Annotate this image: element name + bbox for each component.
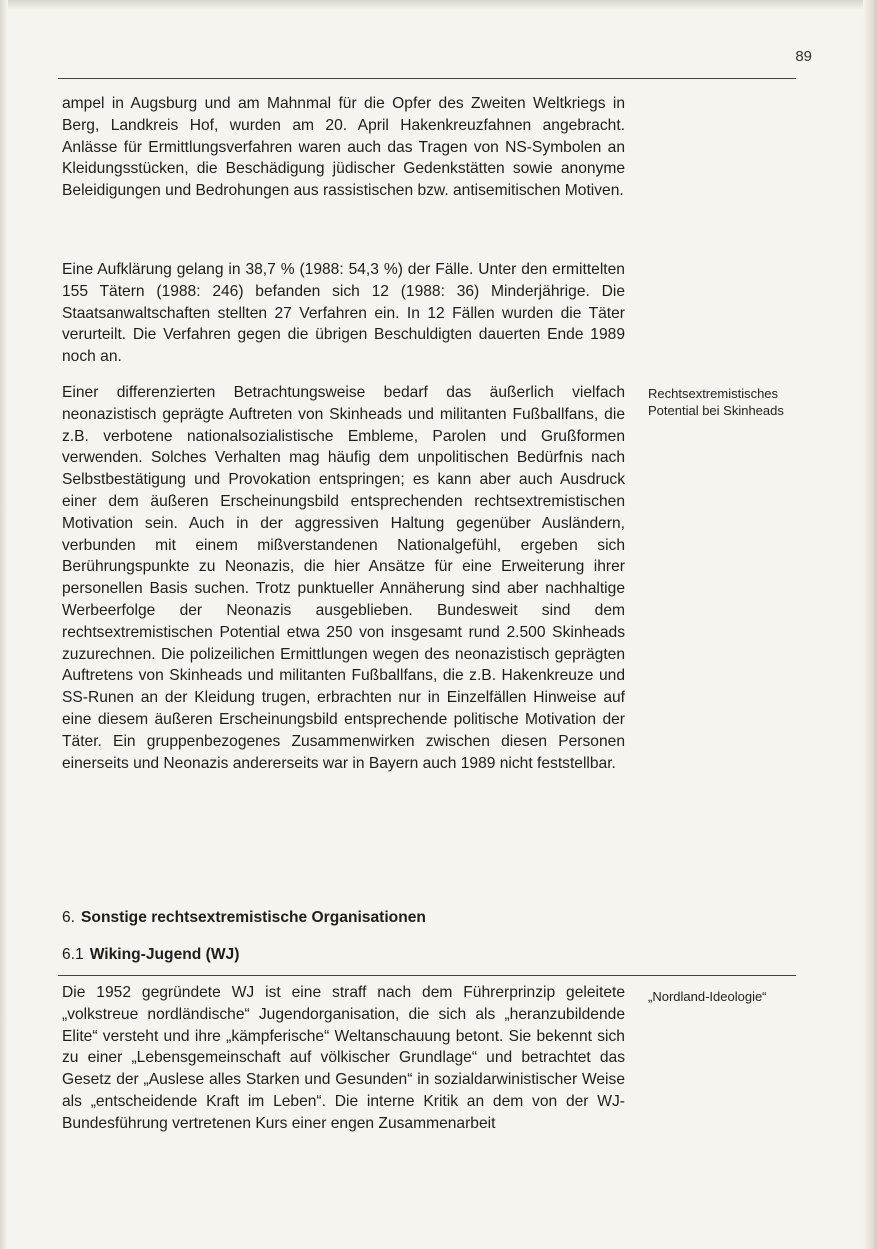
section-title: Sonstige rechtsextremistische Organisationen [81,909,426,926]
subsection-title: Wiking-Jugend (WJ) [89,946,240,963]
paragraph-text: Einer differenzierten Betrachtungsweise bedarf das äußerlich vielfach neonazistisch geprägte Auftreten von Skinheads und militanten Fußballfans, die z.B. verbotene nationalsozialistische Embleme, Parolen und Grußformen verwenden. Solches Verhalten mag häufig dem unpolitischen Bedürfnis nach Selbstbestätigung und Provokation entspringen; es kann aber auch Ausdruck einer dem äußeren Erscheinungsbild entsprechenden rechtsextremistischen Motivation sein. Auch in der aggressiven Haltung gegenüber Ausländern, verbunden mit einem mißverstandenen Nationalgefühl, ergeben sich Berührungspunkte zu Neonazis, die hier Ansätze für eine Erweiterung ihrer personellen Basis suchen. Trotz punktueller Annäherung sind aber nachhaltige Werbeerfolge der Neonazis ausgeblieben. Bundesweit sind dem rechtsextremistischen Potential etwa 250 von insgesamt rund 2.500 Skinheads zuzurechnen. Die polizeilichen Ermittlungen wegen des neonazistisch geprägten Auftretens von Skinheads und militanten Fußballfans, die z.B. Hakenkreuze und SS-Runen an der Kleidung trugen, erbrachten nur in Einzelfällen Hinweise auf eine diesem äußeren Erscheinungsbild entsprechende politische Motivation der Täter. Ein gruppenbezogenes Zusammenwirken zwischen diesen Personen einerseits und Neonazis andererseits war in Bayern auch 1989 nicht feststellbar. [62,384,625,772]
section-heading [62,907,625,929]
body-paragraph-1 [62,93,625,202]
page-number: 89 [795,48,812,65]
paragraph-text: Eine Aufklärung gelang in 38,7 % (1988: 54,3 %) der Fälle. Unter den ermittelten 155 Tätern (1988: 246) befanden sich 12 (1988: 36) Minderjährige. Die Staatsanwaltschaften stellten 27 Verfahren ein. In 12 Fällen wurden die Täter verurteilt. Die Verfahren gegen die übrigen Beschuldigten dauerten Ende 1989 noch an. [62,261,625,366]
subsection-number: 6.1 [62,946,84,963]
footer-rule [58,975,796,976]
subsection-heading [62,944,625,966]
body-paragraph-4 [62,982,625,1135]
section-number: 6. [62,909,76,926]
page-edge-right [863,0,877,1249]
margin-note-nordland: „Nordland-Ideologie“ [648,989,767,1004]
body-paragraph-2 [62,259,625,368]
page-edge-top [0,0,877,10]
paragraph-text: ampel in Augsburg und am Mahnmal für die Opfer des Zweiten Weltkriegs in Berg, Landkreis Hof, wurden am 20. April Hakenkreuzfahnen angebracht. Anlässe für Ermittlungsverfahren waren auch das Tragen von NS-Symbolen an Kleidungsstücken, die Beschädigung jüdischer Gedenkstätten sowie anonyme Beleidigungen und Bedrohungen aus rassistischen bzw. antisemitischen Motiven. [62,95,625,200]
page-edge-left [0,0,8,1249]
paragraph-text: Die 1952 gegründete WJ ist eine straff nach dem Führerprinzip geleitete „volkstreue nordländische“ Jugendorganisation, die sich als „heranzubildende Elite“ versteht und ihre „kämpferische“ Weltanschauung betont. Sie bekennt sich zu einer „Lebensgemeinschaft auf völkischer Grundlage“ und betrachtet das Gesetz der „Auslese alles Starken und Gesunden“ in sozialdarwinistischer Weise als „entscheidende Kraft im Leben“. Die interne Kritik an dem von der WJ-Bundesführung vertretenen Kurs einer engen Zusammenarbeit [62,984,625,1132]
margin-note-skinheads: Rechtsextremistisches Potential bei Skinheads [648,386,784,418]
header-rule [58,78,796,79]
body-paragraph-3 [62,382,625,774]
